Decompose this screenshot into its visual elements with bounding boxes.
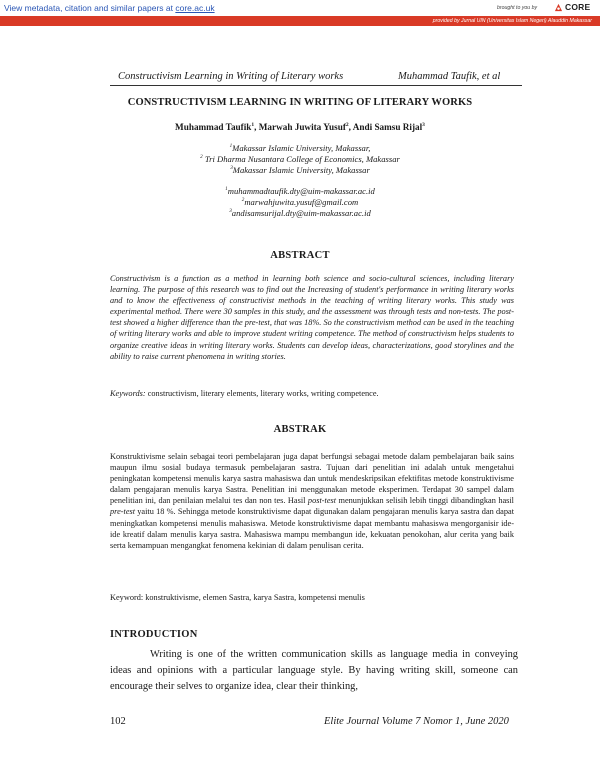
core-banner (0, 0, 600, 28)
email-text: andisamsurijal.dty@uim-makassar.ac.id (231, 208, 371, 218)
abstrak-emphasis: pre-test (110, 507, 136, 517)
paper-title: CONSTRUCTIVISM LEARNING IN WRITING OF LITERARY WORKS (127, 97, 473, 108)
provided-by-strip[interactable] (0, 16, 600, 26)
view-metadata-link[interactable] (4, 3, 215, 13)
abstract-heading: ABSTRACT (270, 250, 330, 261)
journal-citation: Elite Journal Volume 7 Nomor 1, June 2020 (324, 716, 509, 727)
affiliation-sup: 3 (230, 165, 233, 172)
keywords-en (110, 389, 379, 398)
author-list (0, 122, 600, 132)
abstrak-text: Konstruktivisme selain sebagai teori pembelajaran juga dapat berfungsi sebagai metode dalam pembelajaran baik sains maupun ilmu sosial budaya termasuk pembelajaran sastra. Tujuan dari penelitian ini adalah untuk mengetahui peningkatan kompetensi menulis karya sastra mahasiswa dan untuk mendeskripsikan efektifitas metode konstruktivisme dalam pengajaran menulis karya Sastra. Penelitian ini menggunakan metode eksperimen. Terdapat 30 sampel dalam penelitian ini, dan penilaian melalui tes dan non tes. Hasil (110, 452, 514, 506)
keywords-id: Keyword: konstruktivisme, elemen Sastra, karya Sastra, kompetensi menulis (110, 593, 365, 602)
author-separator: , (348, 122, 353, 132)
introduction-heading: INTRODUCTION (110, 629, 198, 640)
email-sup: 3 (229, 208, 232, 215)
email-sup: 1 (225, 186, 228, 193)
running-header-author: Muhammad Taufik, et al (398, 71, 501, 82)
email-text: muhammadtaufik.dty@uim-makassar.ac.id (227, 186, 375, 196)
provided-by-text: provided by Jurnal UIN (Universitas Islam Negeri) Alauddin Makassar (432, 17, 592, 24)
author-sup: 3 (422, 121, 425, 128)
core-logo-text: CORE (565, 2, 591, 12)
keywords-text: constructivism, literary elements, literary works, writing competence. (145, 389, 379, 398)
keywords-label: Keywords: (110, 389, 146, 398)
author-email-1 (0, 186, 600, 196)
abstrak-emphasis: post-test (307, 496, 337, 506)
author-sup: 2 (345, 121, 349, 128)
affiliation-2 (0, 154, 600, 164)
author-email-2 (0, 197, 600, 207)
email-text: marwahjuwita.yusuf@gmail.com (244, 197, 359, 207)
abstrak-text: menunjukkan selisih lebih tinggi dibandingkan hasil (336, 496, 514, 506)
affiliation-text: Makassar Islamic University, Makassar (232, 165, 370, 175)
affiliation-sup: 2 (200, 154, 203, 161)
abstrak-body (110, 451, 514, 551)
abstract-body: Constructivism is a function as a method in learning both science and socio-cultural sciences, including literary learning. The purpose of this research was to find out the Increasing of student's performance in writing literary works and to know the effectiveness of constructivist methods in the teaching of writing literary works. This study was experimental method. There were 30 samples in this study, and the assessment was through tests and non-tests. The post-test showed a higher difference than the pre-test, that was 18%. So the constructivism method can be used in the teaching of writing literary works and able to improve student writing competence. The method of constructivism helps students to organize creative ideas in writing literary works. Students can develop ideas, characterizations, good storylines and the ability to raise current phenomena in writing stories. (110, 274, 514, 361)
email-sup: 2 (241, 197, 245, 204)
core-logo[interactable] (554, 1, 594, 15)
affiliation-1 (0, 143, 600, 153)
author-separator: , (254, 122, 259, 132)
core-logo-icon (554, 3, 563, 12)
view-metadata-text: View metadata, citation and similar papers at (4, 3, 176, 13)
author-email-3 (0, 208, 600, 218)
author-name: Andi Samsu Rijal (352, 122, 423, 132)
introduction-body: Writing is one of the written communication skills as language media in conveying ideas and opinions with a particular language style. By having writing skill, someone can encourage their selves to organize idea, clear their thinking, (110, 649, 518, 692)
affiliation-text: Makassar Islamic University, Makassar, (232, 143, 371, 153)
abstrak-heading: ABSTRAK (273, 424, 327, 435)
author-name: Marwah Juwita Yusuf (258, 122, 346, 132)
core-ac-uk-link[interactable]: core.ac.uk (175, 3, 215, 13)
running-header-title: Constructivism Learning in Writing of Literary works (118, 71, 344, 82)
page-number: 102 (110, 716, 126, 727)
header-rule (110, 85, 522, 86)
affiliation-text: Tri Dharma Nusantara College of Economics, Makassar (202, 154, 400, 164)
abstrak-text: yaitu 18 %. Sehingga metode konstruktivisme dapat digunakan dalam pengajaran menulis karya sastra dan dapat meningkatkan kompetensi menulis mahasiswa. Metode konstruktivisme dapat membantu mahasiswa mengorganisir ide-ide kreatif dalam menulis karya sastra. Mahasiswa mampu membangun ide, kekuatan penokohan, alur cerita yang baik serta kemampuan mengangkat fenomena kekinian di dalam penulisan cerita. (110, 507, 514, 550)
author-sup: 1 (251, 121, 255, 128)
author-name: Muhammad Taufik (175, 122, 252, 132)
affiliation-3 (0, 165, 600, 175)
affiliation-sup: 1 (229, 143, 233, 150)
brought-to-you-text: brought to you by (497, 5, 538, 11)
